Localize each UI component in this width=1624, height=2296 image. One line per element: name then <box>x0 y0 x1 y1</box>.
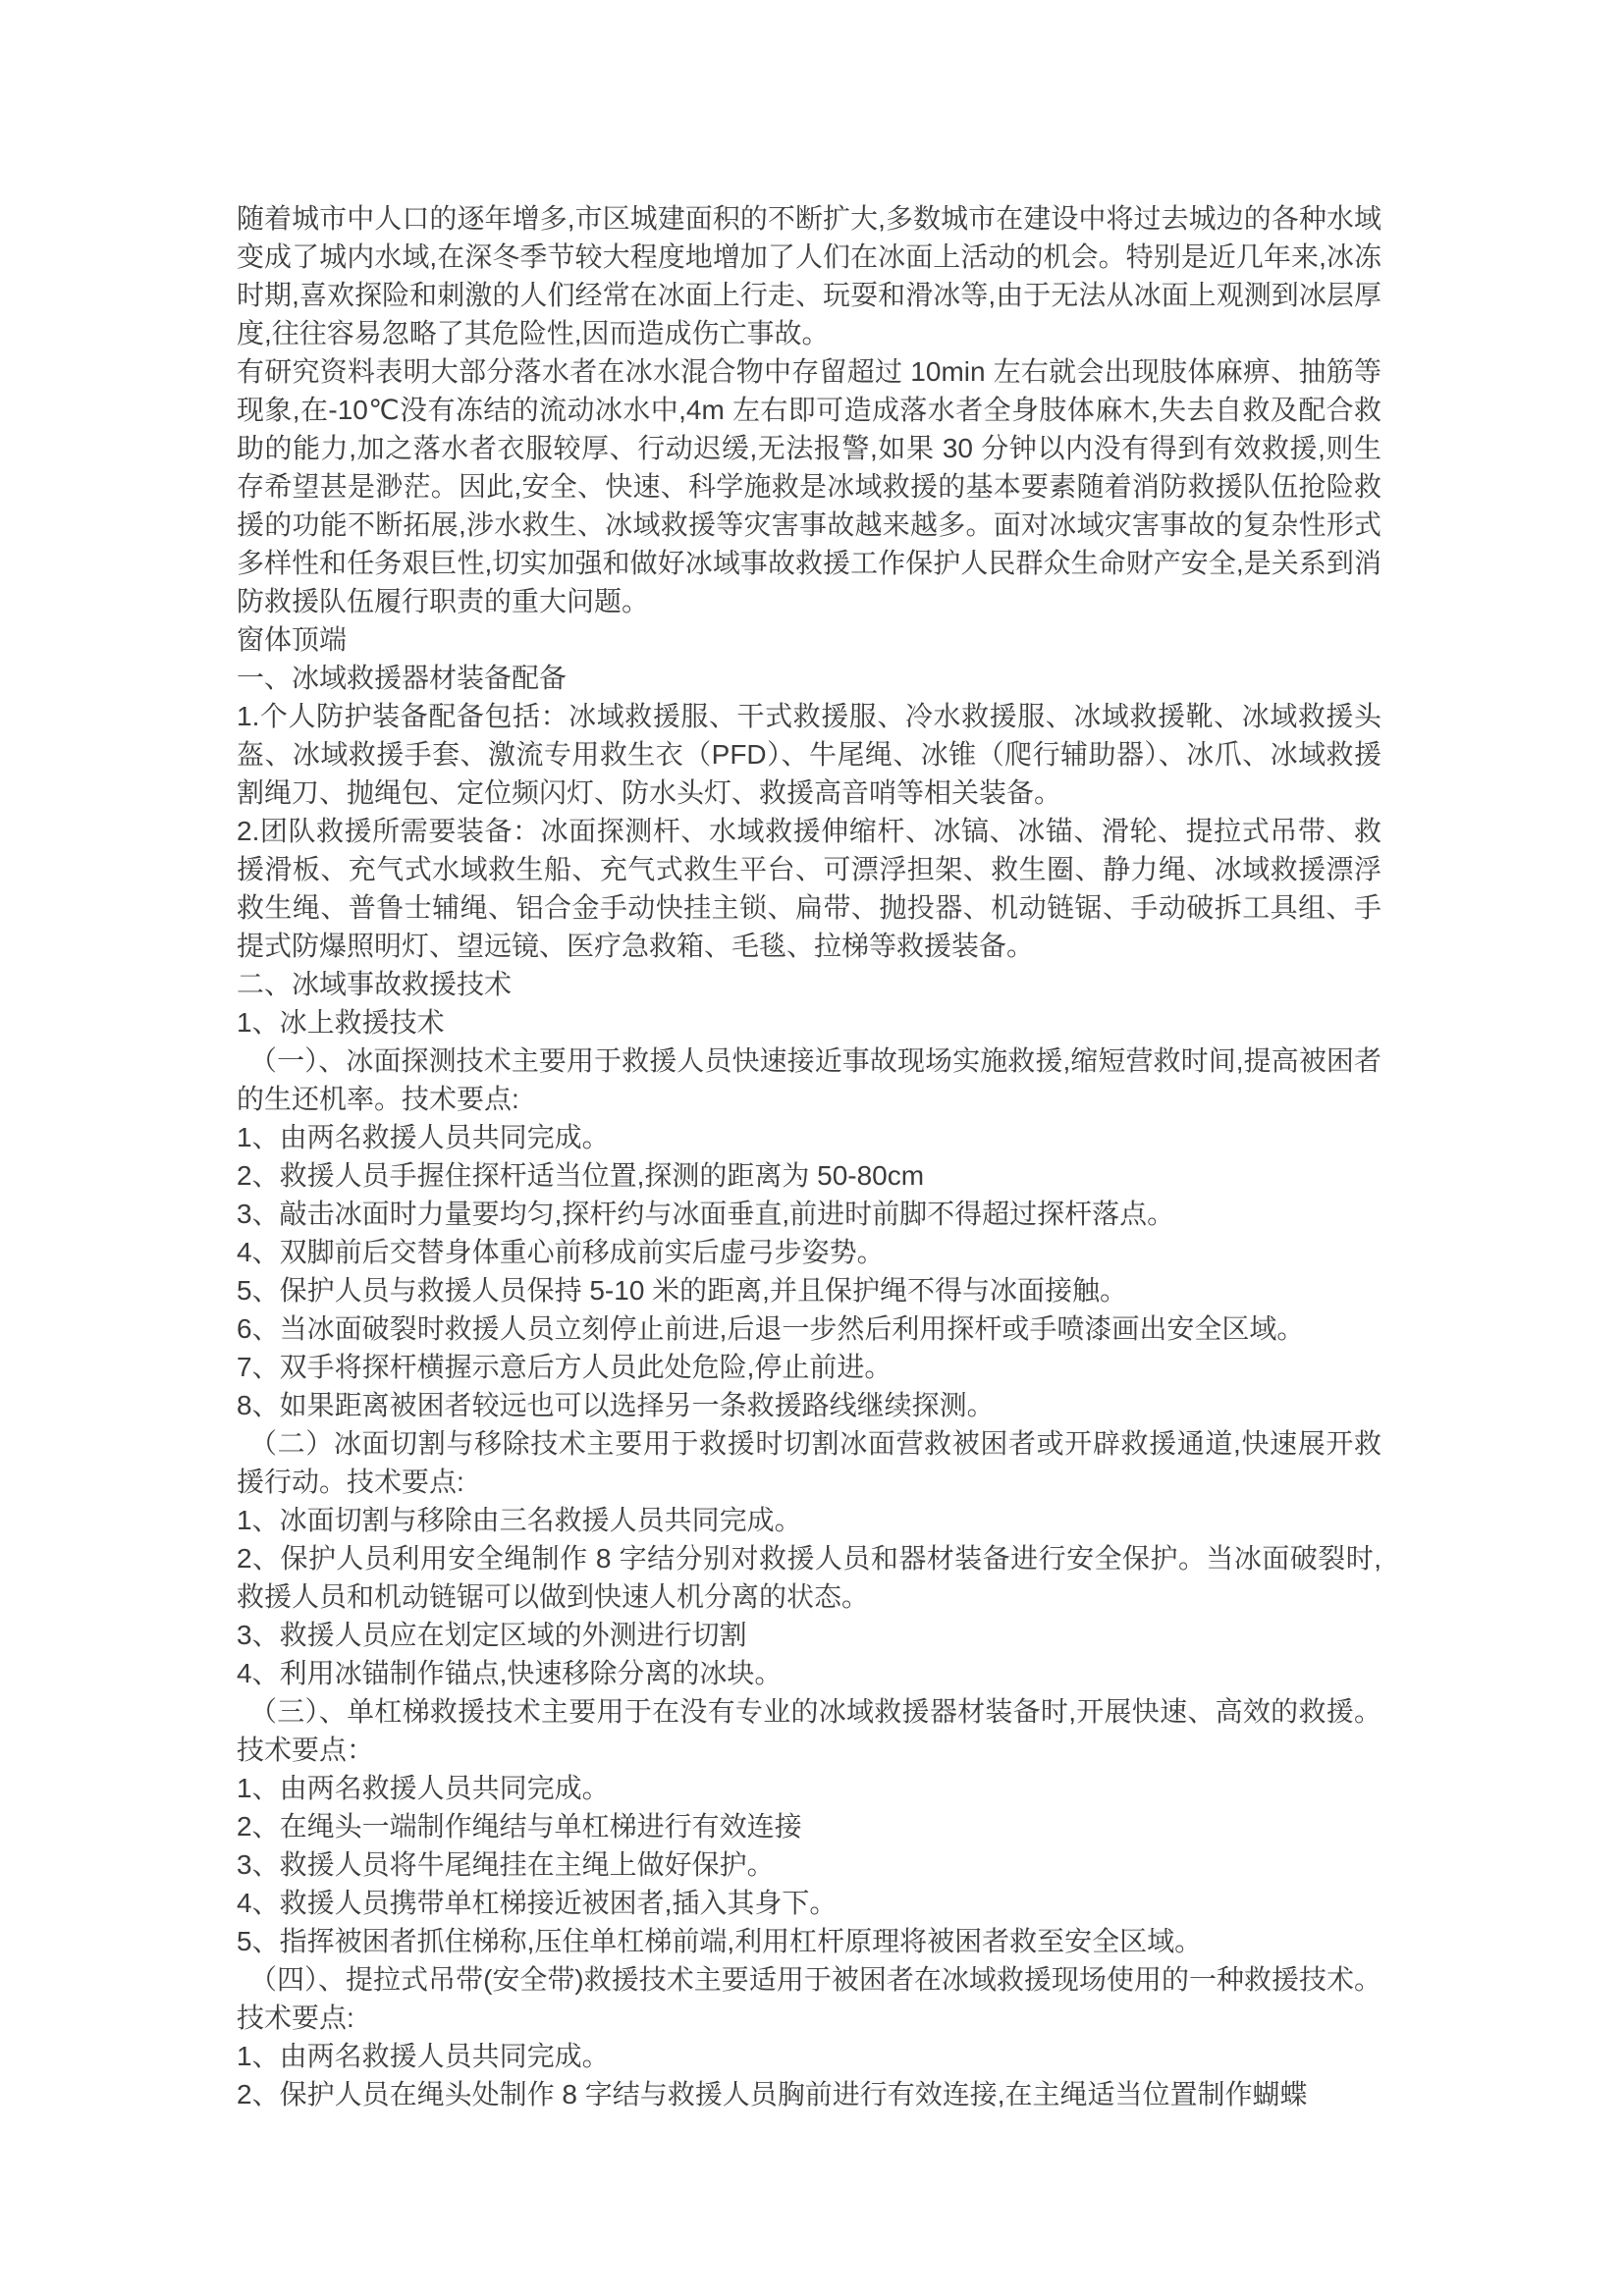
technique-3-point-1: 1、由两名救援人员共同完成。 <box>237 1773 610 1803</box>
technique-2-point-1: 1、冰面切割与移除由三名救援人员共同完成。 <box>237 1505 802 1535</box>
research-paragraph: 有研究资料表明大部分落水者在冰水混合物中存留超过 10min 左右就会出现肢体麻痹、抽筋等现象,在-10℃没有冻结的流动冰水中,4m 左右即可造成落水者全身肢体麻木,失去自救及配合救助的能力,加之落水者衣服较厚、行动迟缓,无法报警,如果 30 分钟以内没有得到有效救援,则生存希望甚是渺茫。因此,安全、快速、科学施救是冰域救援的基本要素随着消防救援队伍抢险救援的功能不断拓展,涉水救生、冰域救援等灾害事故越来越多。面对冰域灾害事故的复杂性形式多样性和任务艰巨性,切实加强和做好冰域事故救援工作保护人民群众生命财产安全,是关系到消防救援队伍履行职责的重大问题。 <box>237 356 1381 616</box>
technique-4-intro: （四）、提拉式吊带(安全带)救援技术主要适用于被困者在冰域救援现场使用的一种救援技术。技术要点: <box>237 1964 1381 2033</box>
technique-3-point-3: 3、救援人员将牛尾绳挂在主绳上做好保护。 <box>237 1849 775 1880</box>
technique-1-point-3: 3、敲击冰面时力量要均匀,探杆约与冰面垂直,前进时前脚不得超过探杆落点。 <box>237 1199 1175 1229</box>
technique-1-point-7: 7、双手将探杆横握示意后方人员此处危险,停止前进。 <box>237 1352 893 1382</box>
technique-1-point-4: 4、双脚前后交替身体重心前移成前实后虚弓步姿势。 <box>237 1237 885 1267</box>
technique-2-intro: （二）冰面切割与移除技术主要用于救援时切割冰面营救被困者或开辟救援通道,快速展开救援行动。技术要点: <box>237 1428 1381 1497</box>
technique-1-point-1: 1、由两名救援人员共同完成。 <box>237 1122 610 1152</box>
technique-2-point-3: 3、救援人员应在划定区域的外测进行切割 <box>237 1620 747 1650</box>
technique-3-point-5: 5、指挥被困者抓住梯称,压住单杠梯前端,利用杠杆原理将被困者救至安全区域。 <box>237 1926 1203 1956</box>
team-equipment-paragraph: 2.团队救援所需要装备：冰面探测杆、水域救援伸缩杆、冰镐、冰锚、滑轮、提拉式吊带、救援滑板、充气式水域救生船、充气式救生平台、可漂浮担架、救生圈、静力绳、冰域救援漂浮救生绳、普鲁士辅绳、铝合金手动快挂主锁、扁带、抛投器、机动链锯、手动破拆工具组、手提式防爆照明灯、望远镜、医疗急救箱、毛毯、拉梯等救援装备。 <box>237 816 1381 961</box>
document-body <box>237 199 1381 2113</box>
technique-3-intro: （三）、单杠梯救援技术主要用于在没有专业的冰域救援器材装备时,开展快速、高效的救援。技术要点： <box>237 1696 1381 1765</box>
technique-1-point-8: 8、如果距离被困者较远也可以选择另一条救援路线继续探测。 <box>237 1390 995 1420</box>
technique-1-intro: （一）、冰面探测技术主要用于救援人员快速接近事故现场实施救援,缩短营救时间,提高被困者的生还机率。技术要点: <box>237 1045 1381 1114</box>
intro-paragraph: 随着城市中人口的逐年增多,市区城建面积的不断扩大,多数城市在建设中将过去城边的各种水域变成了城内水域,在深冬季节较大程度地增加了人们在冰面上活动的机会。特别是近几年来,冰冻时期,喜欢探险和刺激的人们经常在冰面上行走、玩耍和滑冰等,由于无法从冰面上观测到冰层厚度,往往容易忽略了其危险性,因而造成伤亡事故。 <box>237 203 1381 348</box>
form-top-marker: 窗体顶端 <box>237 624 348 655</box>
ppe-equipment-paragraph: 1.个人防护装备配备包括：冰域救援服、干式救援服、冷水救援服、冰域救援靴、冰域救援头盔、冰域救援手套、激流专用救生衣（PFD）、牛尾绳、冰锥（爬行辅助器）、冰爪、冰域救援割绳刀、抛绳包、定位频闪灯、防水头灯、救援高音哨等相关装备。 <box>237 701 1381 808</box>
subsection-ice-rescue-heading: 1、冰上救援技术 <box>237 1007 445 1038</box>
technique-2-point-4: 4、利用冰锚制作锚点,快速移除分离的冰块。 <box>237 1658 783 1688</box>
technique-3-point-4: 4、救援人员携带单杠梯接近被困者,插入其身下。 <box>237 1888 838 1918</box>
technique-4-point-1: 1、由两名救援人员共同完成。 <box>237 2041 610 2071</box>
technique-1-point-6: 6、当冰面破裂时救援人员立刻停止前进,后退一步然后利用探杆或手喷漆画出安全区域。 <box>237 1313 1305 1344</box>
technique-1-point-5: 5、保护人员与救援人员保持 5-10 米的距离,并且保护绳不得与冰面接触。 <box>237 1275 1127 1306</box>
technique-4-point-2: 2、保护人员在绳头处制作 8 字结与救援人员胸前进行有效连接,在主绳适当位置制作蝴蝶 <box>237 2079 1308 2109</box>
section-2-heading: 二、冰域事故救援技术 <box>237 969 513 999</box>
technique-2-point-2: 2、保护人员利用安全绳制作 8 字结分别对救援人员和器材装备进行安全保护。当冰面破裂时,救援人员和机动链锯可以做到快速人机分离的状态。 <box>237 1543 1381 1612</box>
technique-3-point-2: 2、在绳头一端制作绳结与单杠梯进行有效连接 <box>237 1811 802 1842</box>
section-1-heading: 一、冰域救援器材装备配备 <box>237 663 568 693</box>
technique-1-point-2: 2、救援人员手握住探杆适当位置,探测的距离为 50-80cm <box>237 1160 925 1191</box>
